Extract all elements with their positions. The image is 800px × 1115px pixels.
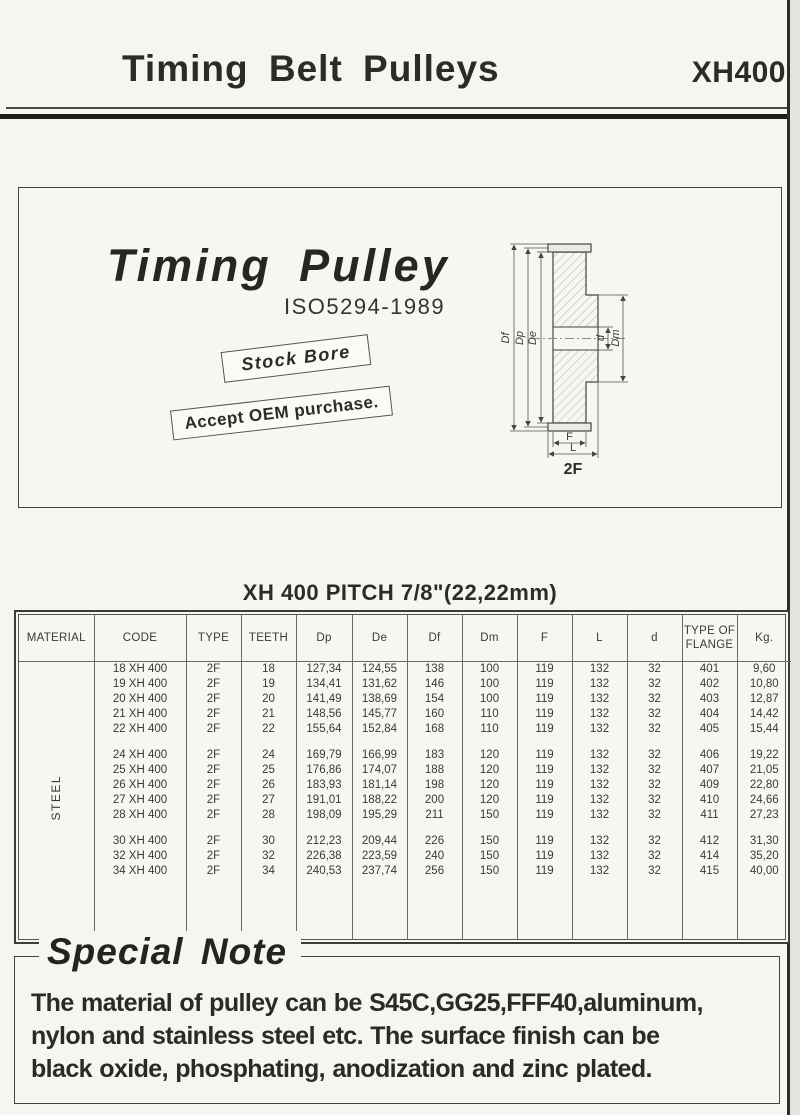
- table-cell: 24: [241, 748, 296, 763]
- oem-label: Accept OEM purchase.: [183, 392, 380, 433]
- empty-cell: [737, 823, 791, 834]
- product-title: Timing Pulley: [107, 240, 450, 291]
- table-cell: 32: [627, 748, 682, 763]
- table-row: [19, 763, 791, 778]
- table-cell: 226,38: [296, 849, 352, 864]
- table-row: [19, 793, 791, 808]
- column-header: De: [352, 615, 407, 662]
- table-cell: 20: [241, 692, 296, 707]
- empty-cell: [241, 823, 296, 834]
- table-cell: 160: [407, 707, 462, 722]
- dim-label-f: F: [566, 431, 573, 443]
- empty-cell: [682, 737, 737, 748]
- column-header: Df: [407, 615, 462, 662]
- empty-cell: [94, 879, 186, 939]
- bottom-flange: [548, 423, 591, 431]
- table-cell: 28 XH 400: [94, 808, 186, 823]
- column-header: TYPE OF FLANGE: [682, 615, 737, 662]
- table-cell: 407: [682, 763, 737, 778]
- table-cell: 2F: [186, 662, 241, 678]
- empty-cell: [517, 823, 572, 834]
- table-cell: 32: [241, 849, 296, 864]
- table-cell: 26 XH 400: [94, 778, 186, 793]
- table-cell: 409: [682, 778, 737, 793]
- table-cell: 32: [627, 849, 682, 864]
- table-cell: 120: [462, 793, 517, 808]
- table-cell: 132: [572, 722, 627, 737]
- table-cell: 18 XH 400: [94, 662, 186, 678]
- table-cell: 209,44: [352, 834, 407, 849]
- group-spacer-row: [19, 737, 791, 748]
- empty-cell: [352, 879, 407, 939]
- table-body: [19, 662, 791, 940]
- table-cell: 15,44: [737, 722, 791, 737]
- empty-cell: [296, 823, 352, 834]
- table-cell: 119: [517, 778, 572, 793]
- note-line: black oxide, phosphating, anodization and zinc plated.: [31, 1055, 652, 1083]
- table-cell: 2F: [186, 763, 241, 778]
- table-cell: 119: [517, 763, 572, 778]
- top-flange: [548, 244, 591, 252]
- table-cell: 127,34: [296, 662, 352, 678]
- table-row: [19, 748, 791, 763]
- table-cell: 27: [241, 793, 296, 808]
- empty-cell: [682, 823, 737, 834]
- product-box: [18, 187, 782, 508]
- table-cell: 27,23: [737, 808, 791, 823]
- table-cell: 26: [241, 778, 296, 793]
- table-cell: 28: [241, 808, 296, 823]
- table-cell: 35,20: [737, 849, 791, 864]
- table-cell: 32: [627, 763, 682, 778]
- table-cell: 256: [407, 864, 462, 879]
- table-cell: 211: [407, 808, 462, 823]
- table-cell: 2F: [186, 677, 241, 692]
- table-cell: 183: [407, 748, 462, 763]
- spec-table: [19, 615, 791, 939]
- table-cell: 32: [627, 662, 682, 678]
- table-cell: 401: [682, 662, 737, 678]
- table-cell: 402: [682, 677, 737, 692]
- empty-cell: [94, 737, 186, 748]
- column-header: Kg.: [737, 615, 791, 662]
- table-cell: 32: [627, 864, 682, 879]
- table-cell: 2F: [186, 707, 241, 722]
- empty-cell: [241, 737, 296, 748]
- table-cell: 10,80: [737, 677, 791, 692]
- table-cell: 21: [241, 707, 296, 722]
- table-cell: 27 XH 400: [94, 793, 186, 808]
- empty-cell: [296, 879, 352, 939]
- table-cell: 20 XH 400: [94, 692, 186, 707]
- empty-cell: [186, 879, 241, 939]
- table-row: [19, 849, 791, 864]
- table-cell: 132: [572, 677, 627, 692]
- table-cell: 240: [407, 849, 462, 864]
- empty-cell: [241, 879, 296, 939]
- table-cell: 2F: [186, 834, 241, 849]
- table-cell: 119: [517, 722, 572, 737]
- table-row: [19, 677, 791, 692]
- material-label: STEEL: [48, 775, 63, 821]
- table-cell: 2F: [186, 722, 241, 737]
- table-cell: 132: [572, 793, 627, 808]
- page-edge-shade: [790, 0, 800, 1115]
- table-cell: 198: [407, 778, 462, 793]
- table-cell: 146: [407, 677, 462, 692]
- note-line: The material of pulley can be S45C,GG25,FFF40,aluminum,: [31, 989, 703, 1017]
- header-rule-thick: [0, 114, 793, 119]
- column-header: MATERIAL: [19, 615, 94, 662]
- dim-label-dp: Dp: [514, 330, 526, 346]
- table-cell: 119: [517, 707, 572, 722]
- table-cell: 120: [462, 763, 517, 778]
- table-cell: 240,53: [296, 864, 352, 879]
- table-cell: 32: [627, 692, 682, 707]
- table-cell: 132: [572, 707, 627, 722]
- table-cell: 119: [517, 748, 572, 763]
- table-cell: 9,60: [737, 662, 791, 678]
- iso-standard: ISO5294-1989: [284, 294, 446, 319]
- table-cell: 24 XH 400: [94, 748, 186, 763]
- table-cell: 188: [407, 763, 462, 778]
- table-row: [19, 864, 791, 879]
- stock-bore-label: Stock Bore: [240, 341, 352, 375]
- empty-cell: [352, 737, 407, 748]
- table-cell: 188,22: [352, 793, 407, 808]
- table-cell: 32: [627, 677, 682, 692]
- special-note-title: Special Note: [39, 931, 301, 973]
- group-spacer-row: [19, 823, 791, 834]
- table-cell: 119: [517, 677, 572, 692]
- table-cell: 415: [682, 864, 737, 879]
- dim-label-d: d: [595, 334, 607, 342]
- table-cell: 24,66: [737, 793, 791, 808]
- dim-label-de: De: [527, 330, 539, 346]
- empty-cell: [462, 737, 517, 748]
- table-cell: 150: [462, 834, 517, 849]
- table-cell: 155,64: [296, 722, 352, 737]
- table-cell: 145,77: [352, 707, 407, 722]
- table-cell: 19 XH 400: [94, 677, 186, 692]
- table-cell: 32: [627, 778, 682, 793]
- table-cell: 198,09: [296, 808, 352, 823]
- table-cell: 32 XH 400: [94, 849, 186, 864]
- table-row: [19, 722, 791, 737]
- table-cell: 154: [407, 692, 462, 707]
- table-cell: 2F: [186, 748, 241, 763]
- table-cell: 150: [462, 808, 517, 823]
- table-cell: 410: [682, 793, 737, 808]
- table-cell: 32: [627, 722, 682, 737]
- table-cell: 119: [517, 662, 572, 678]
- table-cell: 2F: [186, 778, 241, 793]
- empty-cell: [407, 823, 462, 834]
- table-cell: 22: [241, 722, 296, 737]
- empty-cell: [627, 823, 682, 834]
- table-cell: 132: [572, 662, 627, 678]
- empty-cell: [627, 879, 682, 939]
- empty-cell: [186, 737, 241, 748]
- column-header: L: [572, 615, 627, 662]
- table-cell: 110: [462, 707, 517, 722]
- table-row: [19, 834, 791, 849]
- table-cell: 119: [517, 808, 572, 823]
- special-note-box: [14, 931, 780, 1104]
- table-cell: 200: [407, 793, 462, 808]
- table-cell: 21 XH 400: [94, 707, 186, 722]
- table-cell: 132: [572, 748, 627, 763]
- column-header: Dp: [296, 615, 352, 662]
- table-cell: 405: [682, 722, 737, 737]
- table-cell: 134,41: [296, 677, 352, 692]
- table-cell: 32: [627, 707, 682, 722]
- empty-cell: [627, 737, 682, 748]
- table-cell: 132: [572, 864, 627, 879]
- oem-badge: [170, 386, 393, 441]
- table-cell: 34: [241, 864, 296, 879]
- empty-cell: [737, 879, 791, 939]
- table-row: [19, 692, 791, 707]
- table-cell: 183,93: [296, 778, 352, 793]
- table-cell: 138: [407, 662, 462, 678]
- table-cell: 132: [572, 849, 627, 864]
- table-cell: 176,86: [296, 763, 352, 778]
- table-cell: 31,30: [737, 834, 791, 849]
- empty-cell: [462, 879, 517, 939]
- page-edge-line: [787, 0, 790, 1115]
- table-cell: 25: [241, 763, 296, 778]
- table-cell: 119: [517, 692, 572, 707]
- empty-cell: [186, 823, 241, 834]
- table-cell: 34 XH 400: [94, 864, 186, 879]
- table-cell: 2F: [186, 808, 241, 823]
- dim-label-dm: Dm: [610, 329, 622, 347]
- table-cell: 132: [572, 778, 627, 793]
- stock-bore-badge: [221, 334, 372, 383]
- table-cell: 30: [241, 834, 296, 849]
- table-cell: 18: [241, 662, 296, 678]
- table-cell: 2F: [186, 849, 241, 864]
- table-cell: 150: [462, 864, 517, 879]
- dim-label-l: L: [569, 442, 577, 454]
- table-cell: 19,22: [737, 748, 791, 763]
- column-header: TEETH: [241, 615, 296, 662]
- table-cell: 110: [462, 722, 517, 737]
- table-cell: 25 XH 400: [94, 763, 186, 778]
- column-header: Dm: [462, 615, 517, 662]
- pulley-cross-section-diagram: [476, 190, 706, 490]
- table-cell: 22,80: [737, 778, 791, 793]
- table-cell: 2F: [186, 793, 241, 808]
- empty-cell: [407, 879, 462, 939]
- table-cell: 414: [682, 849, 737, 864]
- table-cell: 150: [462, 849, 517, 864]
- table-cell: 411: [682, 808, 737, 823]
- table-cell: 21,05: [737, 763, 791, 778]
- empty-cell: [407, 737, 462, 748]
- table-cell: 132: [572, 834, 627, 849]
- empty-cell: [296, 737, 352, 748]
- table-row: [19, 707, 791, 722]
- table-cell: 119: [517, 834, 572, 849]
- table-cell: 237,74: [352, 864, 407, 879]
- page-title: Timing Belt Pulleys: [122, 48, 500, 89]
- table-cell: 412: [682, 834, 737, 849]
- table-cell: 22 XH 400: [94, 722, 186, 737]
- empty-cell: [517, 737, 572, 748]
- table-cell: 30 XH 400: [94, 834, 186, 849]
- table-cell: 131,62: [352, 677, 407, 692]
- empty-cell: [352, 823, 407, 834]
- note-line: nylon and stainless steel etc. The surface finish can be: [31, 1022, 660, 1050]
- column-header: d: [627, 615, 682, 662]
- table-cell: 119: [517, 849, 572, 864]
- empty-cell: [572, 879, 627, 939]
- table-cell: 132: [572, 808, 627, 823]
- column-header: CODE: [94, 615, 186, 662]
- table-cell: 14,42: [737, 707, 791, 722]
- empty-cell: [737, 737, 791, 748]
- empty-cell: [572, 737, 627, 748]
- table-cell: 223,59: [352, 849, 407, 864]
- table-cell: 19: [241, 677, 296, 692]
- table-cell: 141,49: [296, 692, 352, 707]
- column-header: TYPE: [186, 615, 241, 662]
- table-cell: 32: [627, 808, 682, 823]
- table-row: [19, 662, 791, 678]
- table-cell: 100: [462, 677, 517, 692]
- table-cell: 2F: [186, 864, 241, 879]
- table-cell: 406: [682, 748, 737, 763]
- empty-cell: [572, 823, 627, 834]
- table-cell: 32: [627, 793, 682, 808]
- table-cell: 195,29: [352, 808, 407, 823]
- table-cell: 138,69: [352, 692, 407, 707]
- table-cell: 181,14: [352, 778, 407, 793]
- table-cell: 212,23: [296, 834, 352, 849]
- table-cell: 100: [462, 662, 517, 678]
- table-cell: 12,87: [737, 692, 791, 707]
- table-cell: 40,00: [737, 864, 791, 879]
- table-cell: 119: [517, 864, 572, 879]
- note-text: [15, 957, 779, 1086]
- table-cell: 191,01: [296, 793, 352, 808]
- column-header: F: [517, 615, 572, 662]
- model-code: XH400: [691, 56, 786, 89]
- table-header-row: [19, 615, 791, 662]
- header-rule-thin: [6, 107, 789, 109]
- table-cell: 174,07: [352, 763, 407, 778]
- table-cell: 168: [407, 722, 462, 737]
- table-cell: 148,56: [296, 707, 352, 722]
- table-cell: 32: [627, 834, 682, 849]
- table-cell: 166,99: [352, 748, 407, 763]
- table-cell: 132: [572, 763, 627, 778]
- table-cell: 100: [462, 692, 517, 707]
- table-cell: 403: [682, 692, 737, 707]
- table-row: [19, 778, 791, 793]
- diagram-caption: 2F: [563, 461, 583, 478]
- table-cell: 404: [682, 707, 737, 722]
- dim-label-df: Df: [500, 332, 512, 344]
- empty-cell: [94, 823, 186, 834]
- empty-cell: [462, 823, 517, 834]
- table-cell: 120: [462, 778, 517, 793]
- table-filler-row: [19, 879, 791, 939]
- spec-table-frame: [14, 610, 790, 944]
- table-row: [19, 808, 791, 823]
- material-cell: [19, 662, 94, 940]
- table-cell: 226: [407, 834, 462, 849]
- table-cell: 120: [462, 748, 517, 763]
- empty-cell: [682, 879, 737, 939]
- table-title: XH 400 PITCH 7/8"(22,22mm): [242, 580, 558, 605]
- table-cell: 132: [572, 692, 627, 707]
- table-cell: 119: [517, 793, 572, 808]
- table-cell: 124,55: [352, 662, 407, 678]
- table-cell: 169,79: [296, 748, 352, 763]
- empty-cell: [517, 879, 572, 939]
- table-cell: 152,84: [352, 722, 407, 737]
- table-cell: 2F: [186, 692, 241, 707]
